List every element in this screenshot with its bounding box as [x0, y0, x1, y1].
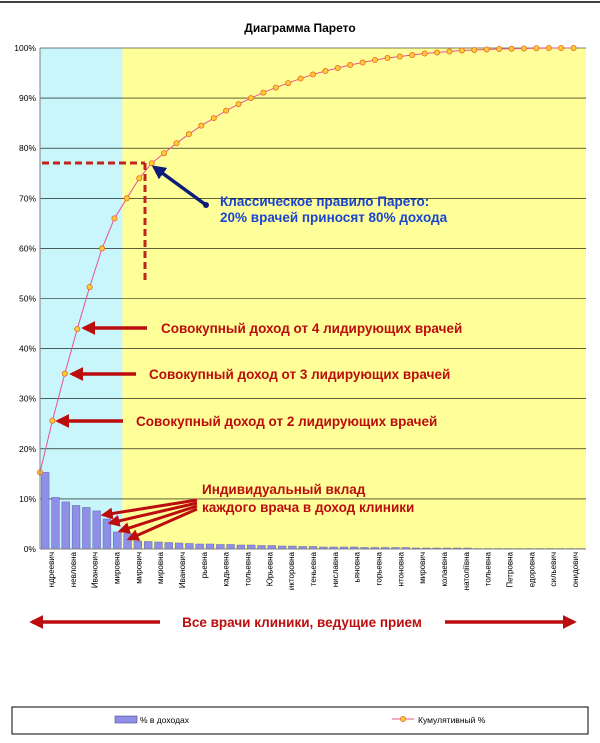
bar	[227, 544, 235, 549]
x-tick-label: онидович	[571, 552, 581, 588]
cumulative-point	[224, 108, 229, 113]
cumulative-point	[186, 132, 191, 137]
x-tick-label: сильевич	[549, 552, 559, 587]
bar	[52, 497, 60, 549]
x-tick-label: натоліївна	[461, 552, 471, 591]
x-tick-label: колаевна	[440, 552, 450, 587]
x-tick-label: горьевна	[374, 552, 384, 586]
y-tick-label: 20%	[18, 443, 36, 454]
individual-text-2: каждого врача в доход клиники	[202, 500, 415, 515]
cumulative-point	[75, 326, 80, 331]
legend-line-marker	[400, 716, 405, 721]
bar	[196, 544, 204, 549]
pareto-rule-text-2: 20% врачей приносят 80% дохода	[220, 210, 448, 225]
x-tick-label: Иванович	[177, 552, 187, 589]
cumulative-point	[99, 246, 104, 251]
x-tick-label: мировна	[112, 552, 122, 584]
cumulative-point	[447, 49, 452, 54]
y-tick-label: 70%	[18, 193, 36, 204]
chart-title: Диаграмма Парето	[244, 21, 356, 35]
y-tick-label: 40%	[18, 343, 36, 354]
cumulative-point	[273, 85, 278, 90]
x-tick-label: икторовна	[287, 552, 297, 591]
cumulative-point	[360, 60, 365, 65]
cumulative-point	[497, 46, 502, 51]
cumulative-point	[559, 45, 564, 50]
x-tick-label: невловна	[68, 552, 78, 588]
cumulative-point	[137, 176, 142, 181]
y-tick-label: 10%	[18, 493, 36, 504]
x-tick-label: ниславна	[330, 552, 340, 588]
cumulative-point	[286, 80, 291, 85]
x-tick-label: нтоновна	[396, 552, 406, 587]
bar	[103, 519, 111, 549]
bar	[216, 544, 224, 549]
legend-box	[12, 707, 588, 734]
y-tick-label: 100%	[14, 43, 36, 53]
x-tick-label: едоровна	[527, 552, 537, 588]
cumulative-point	[211, 116, 216, 121]
pareto-rule-arrow-dot	[203, 202, 209, 208]
cumulative-point	[335, 65, 340, 70]
cumulative-point	[509, 46, 514, 51]
bar	[41, 472, 49, 549]
cumulative-point	[248, 96, 253, 101]
cumulative-point	[124, 196, 129, 201]
cumulative-point	[534, 46, 539, 51]
bar	[206, 544, 214, 549]
x-tick-label: тольевна	[243, 552, 253, 587]
individual-text-1: Индивидуальный вклад	[202, 482, 366, 497]
y-axis-ticks	[14, 43, 36, 554]
cumulative-point	[236, 102, 241, 107]
cumulative-point	[546, 45, 551, 50]
legend-bar-swatch	[115, 716, 137, 723]
cumulative-point	[459, 48, 464, 53]
cumulative-point	[372, 57, 377, 62]
cumulative-point	[434, 50, 439, 55]
pareto-rule-text-1: Классическое правило Парето:	[220, 194, 430, 209]
cum4-text: Совокупный доход от 4 лидирующих врачей	[161, 321, 463, 336]
cumulative-point	[571, 45, 576, 50]
cumulative-point	[149, 161, 154, 166]
all-doctors-text: Все врачи клиники, ведущие прием	[182, 615, 422, 630]
bar	[113, 532, 121, 549]
legend-line-label: Кумулятивный %	[418, 715, 486, 725]
y-tick-label: 0%	[23, 544, 36, 554]
x-axis-labels	[47, 551, 580, 590]
x-tick-label: тольевна	[483, 552, 493, 587]
y-tick-label: 50%	[18, 293, 36, 304]
cumulative-point	[161, 151, 166, 156]
x-tick-label: Петровна	[505, 552, 515, 588]
y-tick-label: 80%	[18, 143, 36, 154]
cumulative-point	[50, 418, 55, 423]
x-tick-label: Юрьевна	[265, 552, 275, 587]
y-tick-label: 60%	[18, 243, 36, 254]
cumulative-point	[174, 141, 179, 146]
bar	[62, 502, 70, 549]
x-tick-label: мирович	[418, 552, 428, 584]
x-tick-label: ьяновна	[352, 552, 362, 583]
cumulative-point	[87, 284, 92, 289]
cumulative-point	[472, 47, 477, 52]
cumulative-point	[422, 51, 427, 56]
bar	[237, 545, 245, 549]
cumulative-point	[62, 371, 67, 376]
bar	[155, 542, 163, 549]
cumulative-point	[323, 68, 328, 73]
bar	[247, 545, 255, 549]
bar	[124, 533, 132, 549]
x-tick-label: ндреевич	[46, 552, 56, 588]
bar	[165, 542, 173, 549]
x-tick-label: мирович	[134, 552, 144, 584]
cumulative-point	[112, 216, 117, 221]
bar	[93, 511, 101, 549]
cumulative-point	[484, 47, 489, 52]
cum2-text: Совокупный доход от 2 лидирующих врачей	[136, 414, 438, 429]
legend-bar-label: % в доходах	[140, 715, 190, 725]
cumulative-point	[298, 76, 303, 81]
bar	[82, 507, 90, 549]
cumulative-point	[310, 72, 315, 77]
x-tick-label: рьевна	[199, 552, 209, 579]
cumulative-point	[397, 54, 402, 59]
bar	[72, 505, 80, 549]
bar	[134, 541, 142, 549]
cumulative-point	[348, 62, 353, 67]
cumulative-point	[385, 55, 390, 60]
x-tick-label: кадьевна	[221, 552, 231, 587]
cumulative-point	[261, 90, 266, 95]
bar	[185, 543, 193, 549]
cumulative-point	[521, 46, 526, 51]
bar	[144, 541, 152, 549]
x-tick-label: мировна	[156, 552, 166, 584]
y-tick-label: 90%	[18, 93, 36, 104]
bar	[258, 545, 266, 549]
x-tick-label: теньевна	[309, 552, 318, 587]
bar	[268, 545, 276, 549]
cumulative-point	[410, 52, 415, 57]
cum3-text: Совокупный доход от 3 лидирующих врачей	[149, 367, 451, 382]
cumulative-point	[199, 123, 204, 128]
x-tick-label: Иванович	[90, 552, 100, 589]
bar	[175, 543, 183, 549]
y-tick-label: 30%	[18, 393, 36, 404]
